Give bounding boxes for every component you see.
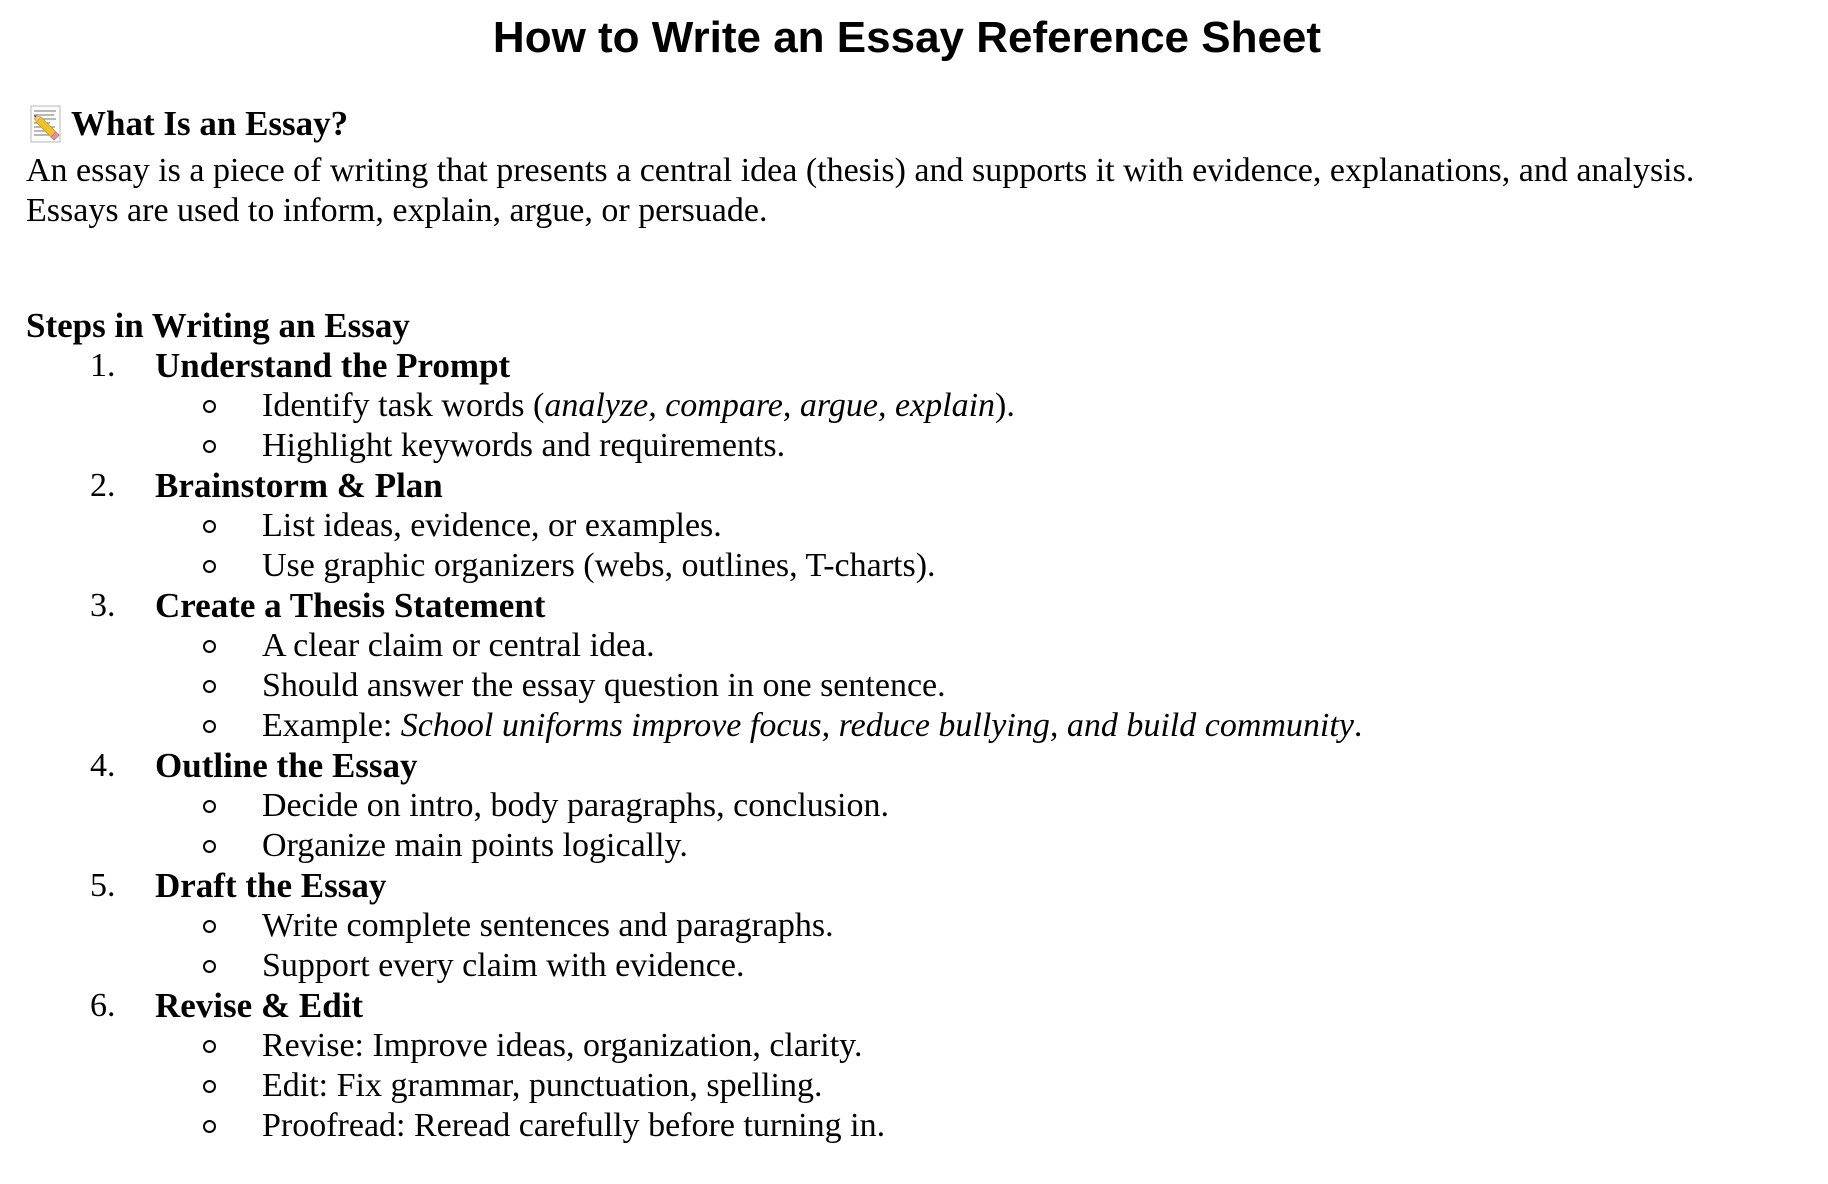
sub-bullet-text: Proofread: Reread carefully before turning in. xyxy=(262,1107,886,1144)
circle-bullet-icon xyxy=(203,1040,216,1053)
step-title: Outline the Essay xyxy=(155,746,418,785)
sub-bullet-item xyxy=(26,1066,1788,1106)
sub-bullet-text: Use graphic organizers (webs, outlines, T-charts). xyxy=(262,547,936,584)
sub-bullet-item xyxy=(26,1106,1788,1146)
step-title-row xyxy=(26,746,1788,786)
document-page xyxy=(0,12,1828,1184)
step-title: Understand the Prompt xyxy=(155,346,511,385)
step-title: Revise & Edit xyxy=(155,986,364,1025)
sub-bullet-item xyxy=(26,786,1788,826)
sub-bullet-item xyxy=(26,546,1788,586)
step-title-row xyxy=(26,346,1788,386)
steps-list xyxy=(26,346,1788,1146)
sub-bullet-item xyxy=(26,386,1788,426)
step-number: 1. xyxy=(90,347,116,384)
step-title-row xyxy=(26,866,1788,906)
sub-bullet-text: Organize main points logically. xyxy=(262,827,688,864)
circle-bullet-icon xyxy=(203,800,216,813)
step-title: Create a Thesis Statement xyxy=(155,586,546,625)
sub-bullet-text: Should answer the essay question in one sentence. xyxy=(262,667,946,704)
sub-bullet-text: Highlight keywords and requirements. xyxy=(262,427,786,464)
circle-bullet-icon xyxy=(203,920,216,933)
sub-bullet-item xyxy=(26,826,1788,866)
circle-bullet-icon xyxy=(203,680,216,693)
document-title: How to Write an Essay Reference Sheet xyxy=(492,13,1322,62)
step-title-row xyxy=(26,586,1788,626)
circle-bullet-icon xyxy=(203,1120,216,1133)
circle-bullet-icon xyxy=(203,640,216,653)
intro-line: Essays are used to inform, explain, argue, or persuade. xyxy=(26,192,768,229)
circle-bullet-icon xyxy=(203,520,216,533)
step-title-row xyxy=(26,986,1788,1026)
circle-bullet-icon xyxy=(203,560,216,573)
step-number: 6. xyxy=(90,987,116,1024)
step-number: 5. xyxy=(90,867,116,904)
sub-bullet-text: List ideas, evidence, or examples. xyxy=(262,507,722,544)
steps-heading: Steps in Writing an Essay xyxy=(26,306,410,345)
intro-line: An essay is a piece of writing that presents a central idea (thesis) and supports it with evidence, explanations, and analysis. xyxy=(26,152,1695,189)
circle-bullet-icon xyxy=(203,960,216,973)
step-title: Draft the Essay xyxy=(155,866,387,905)
circle-bullet-icon xyxy=(203,400,216,413)
sub-bullet-item xyxy=(26,666,1788,706)
sub-bullet-text: Example: School uniforms improve focus, reduce bullying, and build community. xyxy=(262,707,1363,744)
sub-bullet-text: Edit: Fix grammar, punctuation, spelling. xyxy=(262,1067,823,1104)
circle-bullet-icon xyxy=(203,440,216,453)
memo-icon xyxy=(26,104,64,144)
circle-bullet-icon xyxy=(203,840,216,853)
circle-bullet-icon xyxy=(203,1080,216,1093)
step-title-row xyxy=(26,466,1788,506)
sub-bullet-text: Decide on intro, body paragraphs, conclusion. xyxy=(262,787,889,824)
sub-bullet-item xyxy=(26,626,1788,666)
step-number: 3. xyxy=(90,587,116,624)
intro-paragraph xyxy=(26,151,1788,231)
step-number: 2. xyxy=(90,467,116,504)
step-title: Brainstorm & Plan xyxy=(155,466,443,505)
what-is-essay-heading: What Is an Essay? xyxy=(71,104,349,143)
sub-bullet-text: Support every claim with evidence. xyxy=(262,947,745,984)
sub-bullet-text: Write complete sentences and paragraphs. xyxy=(262,907,834,944)
sub-bullet-item xyxy=(26,946,1788,986)
sub-bullet-text: Identify task words (analyze, compare, argue, explain). xyxy=(262,387,1015,424)
sub-bullet-text: A clear claim or central idea. xyxy=(262,627,655,664)
sub-bullet-item xyxy=(26,1026,1788,1066)
sub-bullet-item xyxy=(26,506,1788,546)
sub-bullet-item xyxy=(26,706,1788,746)
sub-bullet-item xyxy=(26,426,1788,466)
sub-bullet-item xyxy=(26,906,1788,946)
step-number: 4. xyxy=(90,747,116,784)
sub-bullet-text: Revise: Improve ideas, organization, clarity. xyxy=(262,1027,863,1064)
what-is-essay-heading-row xyxy=(26,103,1788,145)
circle-bullet-icon xyxy=(203,720,216,733)
